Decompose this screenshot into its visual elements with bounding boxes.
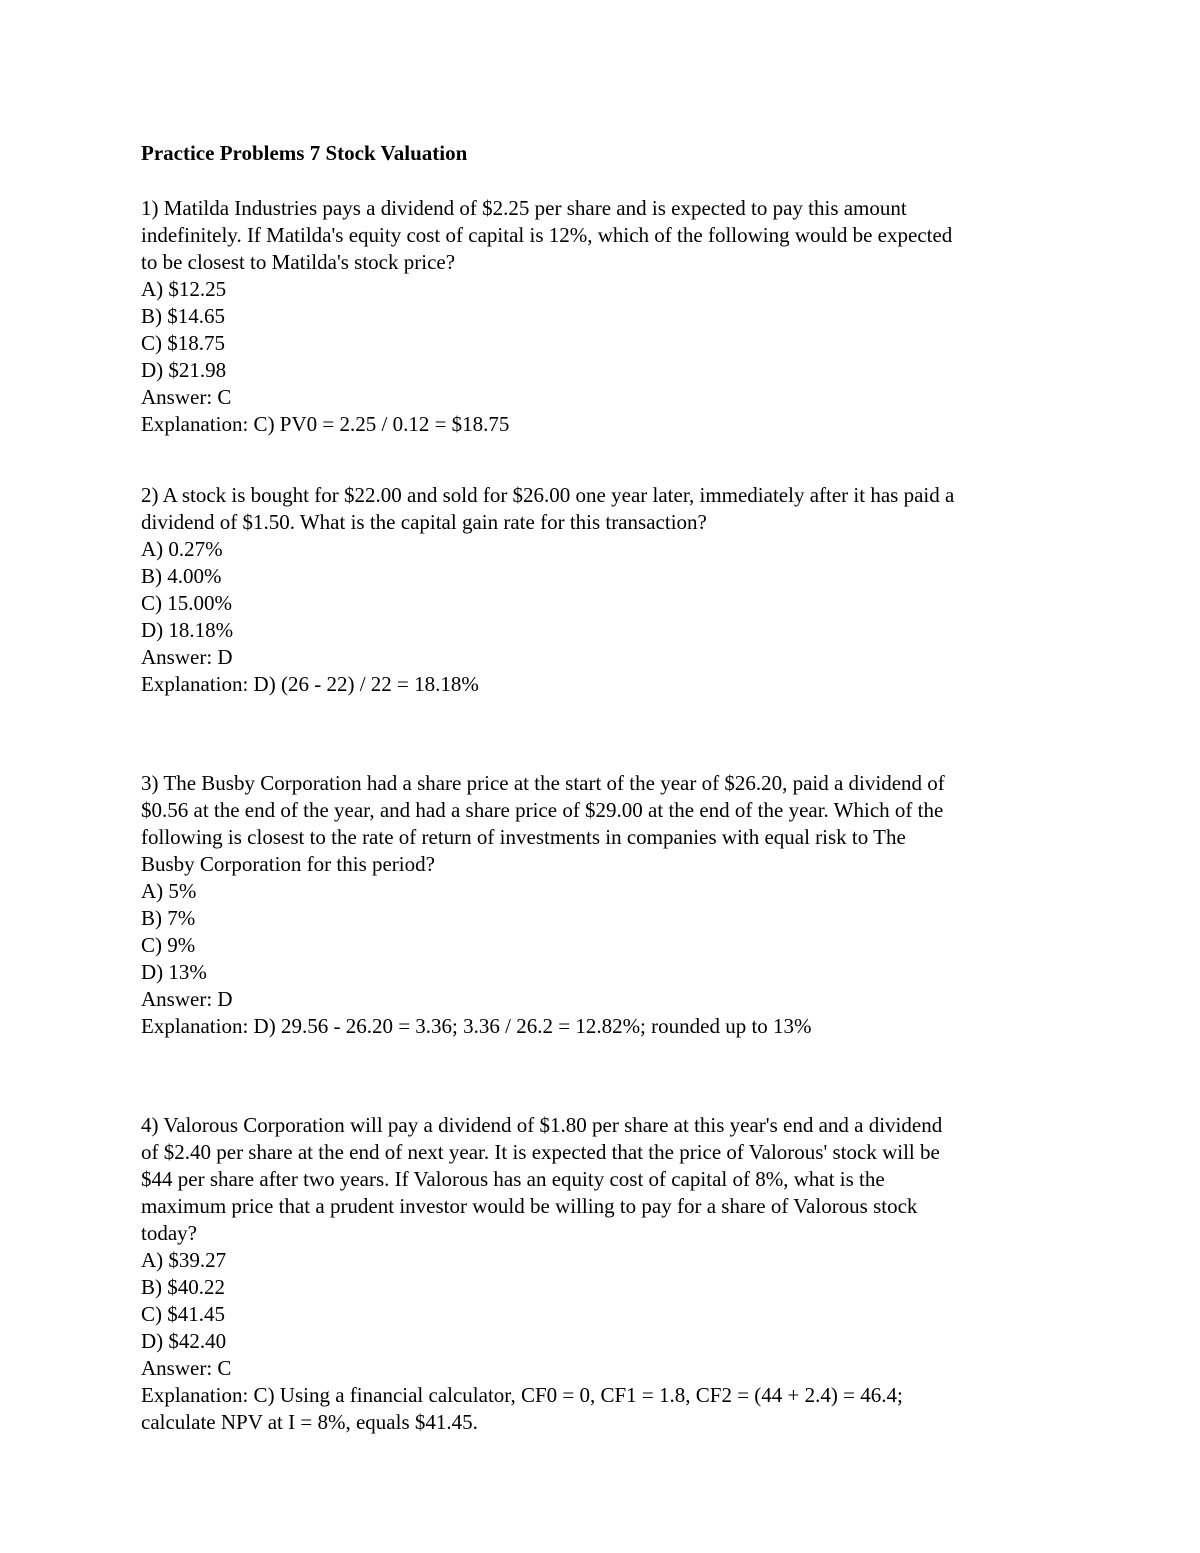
question-line: to be closest to Matilda's stock price?: [141, 250, 456, 274]
question-line: of $2.40 per share at the end of next year. It is expected that the price of Valorous' stock will be: [141, 1140, 940, 1164]
option-c: C) $41.45: [141, 1302, 225, 1326]
question-line: 2) A stock is bought for $22.00 and sold for $26.00 one year later, immediately after it has paid a: [141, 483, 955, 507]
question-line: $0.56 at the end of the year, and had a share price of $29.00 at the end of the year. Which of the: [141, 798, 944, 822]
problem-2: [141, 482, 1071, 698]
explanation-line: Explanation: C) PV0 = 2.25 / 0.12 = $18.75: [141, 412, 510, 436]
option-c: C) $18.75: [141, 331, 225, 355]
option-c: C) 15.00%: [141, 591, 232, 615]
spacer: [141, 1040, 1071, 1112]
option-d: D) $21.98: [141, 358, 227, 382]
option-d: D) 18.18%: [141, 618, 234, 642]
option-b: B) 7%: [141, 906, 196, 930]
spacer: [141, 438, 1071, 482]
explanation-line: calculate NPV at I = 8%, equals $41.45.: [141, 1410, 478, 1434]
option-d: D) $42.40: [141, 1329, 227, 1353]
option-c: C) 9%: [141, 933, 196, 957]
option-a: A) 5%: [141, 879, 197, 903]
spacer: [141, 698, 1071, 770]
question-line: $44 per share after two years. If Valorous has an equity cost of capital of 8%, what is the: [141, 1167, 885, 1191]
answer: Answer: C: [141, 1356, 232, 1380]
question-line: following is closest to the rate of return of investments in companies with equal risk to The: [141, 825, 906, 849]
option-b: B) $14.65: [141, 304, 225, 328]
question-line: Busby Corporation for this period?: [141, 852, 435, 876]
answer: Answer: C: [141, 385, 232, 409]
question-line: 1) Matilda Industries pays a dividend of $2.25 per share and is expected to pay this amount: [141, 196, 907, 220]
option-d: D) 13%: [141, 960, 207, 984]
question-line: maximum price that a prudent investor would be willing to pay for a share of Valorous stock: [141, 1194, 918, 1218]
option-b: B) $40.22: [141, 1275, 225, 1299]
question-line: 3) The Busby Corporation had a share price at the start of the year of $26.20, paid a dividend of: [141, 771, 945, 795]
explanation-line: Explanation: D) (26 - 22) / 22 = 18.18%: [141, 672, 479, 696]
option-a: A) 0.27%: [141, 537, 223, 561]
answer: Answer: D: [141, 645, 233, 669]
problem-1: [141, 195, 1071, 438]
problem-3: [141, 770, 1071, 1040]
option-a: A) $12.25: [141, 277, 227, 301]
page-title: Practice Problems 7 Stock Valuation: [141, 141, 468, 165]
question-line: indefinitely. If Matilda's equity cost of capital is 12%, which of the following would be expected: [141, 223, 953, 247]
explanation-line: Explanation: D) 29.56 - 26.20 = 3.36; 3.36 / 26.2 = 12.82%; rounded up to 13%: [141, 1014, 812, 1038]
question-line: 4) Valorous Corporation will pay a dividend of $1.80 per share at this year's end and a dividend: [141, 1113, 943, 1137]
answer: Answer: D: [141, 987, 233, 1011]
problem-4: [141, 1112, 1071, 1436]
document-page: [141, 140, 1071, 1436]
option-a: A) $39.27: [141, 1248, 227, 1272]
question-line: today?: [141, 1221, 197, 1245]
question-line: dividend of $1.50. What is the capital gain rate for this transaction?: [141, 510, 707, 534]
explanation-line: Explanation: C) Using a financial calculator, CF0 = 0, CF1 = 1.8, CF2 = (44 + 2.4) = 46.4;: [141, 1383, 903, 1407]
option-b: B) 4.00%: [141, 564, 222, 588]
